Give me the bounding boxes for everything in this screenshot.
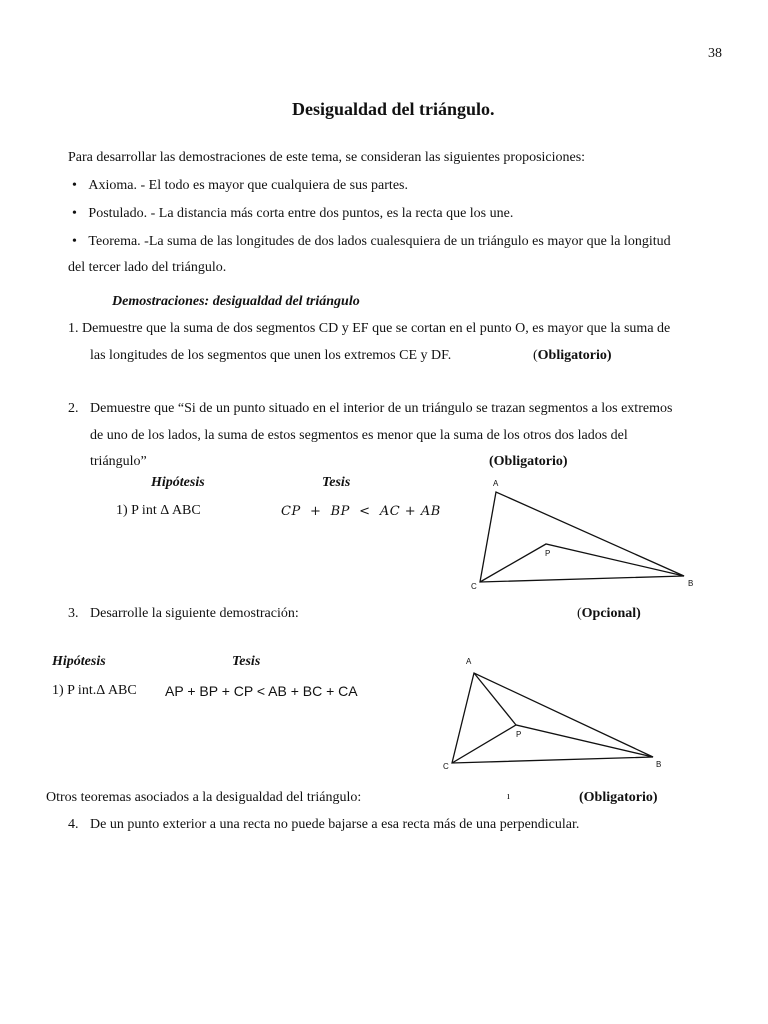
vertex-label-b: B — [656, 760, 662, 769]
item2-thesis: CP + BP < AC + AB — [281, 504, 441, 519]
item2-tag: (Obligatorio) — [489, 454, 568, 469]
page-number: 38 — [708, 46, 722, 61]
item2-line3: triángulo” — [90, 454, 147, 469]
item2-hypothesis-label: Hipótesis — [151, 475, 205, 490]
item3-hypothesis: 1) P int.Δ ABC — [52, 683, 137, 698]
item2-thesis-label: Tesis — [322, 475, 351, 490]
bullet-dot-icon: • — [72, 234, 77, 249]
item1-tag-text: Obligatorio) — [537, 348, 612, 363]
item2-hypothesis: 1) P int Δ ABC — [116, 503, 201, 518]
bullet-text: Axioma. - El todo es mayor que cualquiera de sus partes. — [88, 178, 408, 193]
vertex-label-a: A — [466, 657, 472, 666]
item3-thesis-label: Tesis — [232, 654, 261, 669]
item1-tag-open: ( — [533, 348, 538, 363]
bullet-continuation: del tercer lado del triángulo. — [68, 260, 227, 275]
vertex-label-p: P — [516, 730, 522, 739]
item3-tag-text: Opcional) — [581, 606, 641, 621]
bullet-text: Teorema. -La suma de las longitudes de dos lados cualesquiera de un triángulo es mayor que la longitud — [88, 234, 671, 249]
item3-thesis: AP + BP + CP < AB + BC + CA — [165, 683, 358, 699]
item1-line2: las longitudes de los segmentos que unen los extremos CE y DF. — [90, 348, 452, 363]
vertex-label-p: P — [545, 549, 551, 558]
vertex-label-c: C — [443, 762, 449, 771]
item1-tag — [533, 348, 612, 364]
section-heading: Demostraciones: desigualdad del triángulo — [112, 294, 360, 309]
bullet-item — [72, 206, 513, 222]
page-title: Desigualdad del triángulo. — [292, 99, 495, 119]
vertex-label-c: C — [471, 582, 477, 591]
item2-number: 2. — [68, 401, 79, 416]
vertex-label-a: A — [493, 479, 499, 488]
item4-number: 4. — [68, 817, 79, 832]
item3-hypothesis-label: Hipótesis — [52, 654, 106, 669]
item2-line2: de uno de los lados, la suma de estos segmentos es menor que la suma de los otros dos lados del — [90, 428, 628, 443]
bullet-text: Postulado. - La distancia más corta entre dos puntos, es la recta que los une. — [88, 206, 514, 221]
item4-text: De un punto exterior a una recta no puede bajarse a esa recta más de una perpendicular. — [90, 817, 580, 832]
other-theorems-text: Otros teoremas asociados a la desigualdad del triángulo: — [46, 790, 362, 805]
other-theorems-tag: (Obligatorio) — [579, 790, 658, 805]
bullet-item — [72, 178, 408, 194]
triangle-figure-2 — [440, 655, 680, 775]
vertex-label-b: B — [688, 579, 694, 588]
item1-line1: 1. Demuestre que la suma de dos segmentos CD y EF que se cortan en el punto O, es mayor que la suma de — [68, 321, 671, 336]
triangle-figure-1 — [465, 476, 705, 596]
item3-tag-open: ( — [577, 606, 582, 621]
item3-tag — [577, 606, 641, 622]
item3-number: 3. — [68, 606, 79, 621]
segment-ap — [474, 673, 516, 725]
item3-text: Desarrolle la siguiente demostración: — [90, 606, 299, 621]
stray-mark: ı — [507, 791, 510, 802]
intro-paragraph: Para desarrollar las demostraciones de este tema, se consideran las siguientes proposiciones: — [68, 150, 586, 165]
bullet-dot-icon: • — [72, 206, 77, 221]
bullet-dot-icon: • — [72, 178, 77, 193]
item2-line1: Demuestre que “Si de un punto situado en el interior de un triángulo se trazan segmentos a los extremos — [90, 401, 673, 416]
bullet-item — [72, 234, 671, 250]
